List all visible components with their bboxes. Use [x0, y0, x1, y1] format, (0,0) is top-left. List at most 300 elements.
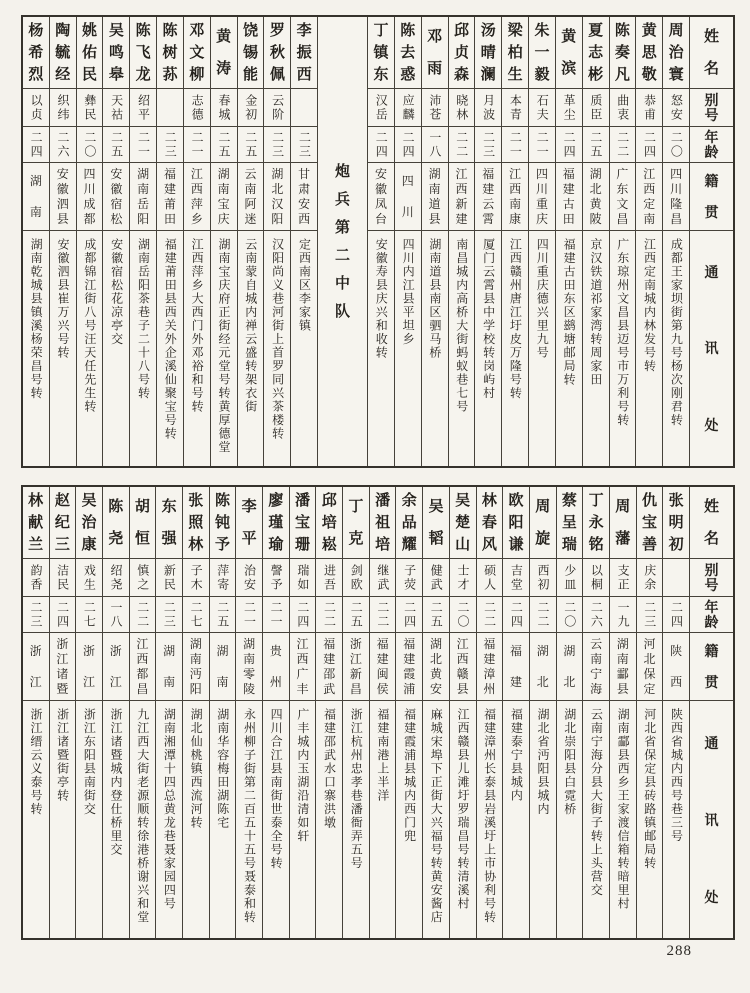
origin-cell [502, 163, 528, 231]
alias-cell [103, 559, 129, 597]
origin-cell [50, 633, 76, 701]
age-cell-text: 二五 [349, 600, 364, 629]
name-cell-char: 雨 [427, 60, 443, 78]
name-cell-char: 强 [161, 530, 177, 548]
address-cell-text: 江西定南城内林发号转 [642, 238, 657, 373]
age-cell [422, 127, 448, 163]
alias-cell-text: 继武 [375, 563, 390, 592]
address-cell-text: 成都王家坝街第九号杨次刚君转 [669, 238, 684, 427]
alias-cell-text: 硕人 [482, 563, 497, 592]
person-column [237, 17, 264, 466]
name-cell [183, 487, 209, 559]
name-cell-char: 耀 [401, 535, 417, 553]
header-age [690, 127, 733, 163]
name-cell-char: 陶 [55, 22, 71, 40]
origin-cell-char: 南 [243, 651, 256, 666]
alias-cell [368, 89, 394, 127]
origin-cell-char: 西 [643, 181, 656, 196]
header-column [689, 17, 733, 466]
person-column [263, 17, 290, 466]
origin-cell-char: 侯 [376, 682, 389, 697]
name-cell-char: 谦 [508, 535, 524, 553]
origin-cell-char: 湖 [428, 166, 441, 181]
origin-cell-char: 福 [164, 166, 177, 181]
address-cell [530, 701, 556, 938]
origin-cell-char: 零 [243, 667, 256, 682]
alias-cell-text: 庆余 [642, 563, 657, 592]
address-cell-text: 湖南道县南区驷马桥 [427, 238, 442, 360]
alias-cell [557, 559, 583, 597]
address-cell [557, 701, 583, 938]
name-cell-char: 治 [81, 513, 97, 531]
origin-cell-char: 乡 [190, 212, 203, 227]
origin-cell-char: 浦 [403, 682, 416, 697]
origin-cell-char: 徽 [56, 181, 69, 196]
alias-cell-text: 萍寄 [215, 563, 230, 592]
name-cell-char: 康 [81, 535, 97, 553]
address-cell-text: 云南蒙自城内禅云盛转架衣街 [243, 238, 258, 414]
age-cell-text: 二三 [297, 130, 312, 159]
address-cell [236, 701, 262, 938]
name-cell-char: 黄 [641, 22, 657, 40]
header-alias-char: 号 [704, 107, 719, 124]
person-column [448, 17, 475, 466]
name-cell-char: 涛 [216, 60, 232, 78]
age-cell-text: 二二 [375, 600, 390, 629]
address-cell [103, 701, 129, 938]
origin-cell-char: 暨 [56, 682, 69, 697]
alias-cell [238, 89, 264, 127]
address-cell [76, 701, 102, 938]
origin-cell-char: 都 [136, 667, 149, 682]
age-cell [263, 597, 289, 633]
origin-cell-char: 贵 [269, 644, 282, 659]
name-cell [502, 17, 528, 89]
alias-cell [502, 89, 528, 127]
alias-cell-text: 少皿 [562, 563, 577, 592]
alias-cell [477, 559, 503, 597]
name-cell-char: 毓 [55, 43, 71, 61]
address-cell [502, 231, 528, 466]
address-cell-text: 安徽泗县崔万兴号转 [55, 238, 70, 360]
header-name [690, 17, 733, 89]
origin-cell [663, 163, 689, 231]
origin-cell [291, 163, 317, 231]
alias-cell-text: 金初 [243, 93, 258, 122]
person-column [609, 487, 636, 938]
address-cell [77, 231, 103, 466]
age-cell [77, 127, 103, 163]
name-cell-char: 陈 [614, 22, 630, 40]
origin-cell-char: 湖 [217, 166, 230, 181]
origin-cell-char: 宝 [217, 197, 230, 212]
alias-cell [316, 559, 342, 597]
name-cell-char: 东 [373, 65, 389, 83]
header-address-char: 讯 [704, 811, 719, 828]
origin-cell-char: 四 [670, 166, 683, 181]
header-origin [690, 163, 733, 231]
origin-cell-char: 西 [190, 181, 203, 196]
origin-cell-char: 县 [428, 212, 441, 227]
age-cell-text: 二三 [270, 130, 285, 159]
alias-cell-text: 怒安 [669, 93, 684, 122]
name-cell-char: 邱 [321, 492, 337, 510]
name-cell-char: 希 [28, 43, 44, 61]
age-cell-text: 二二 [322, 600, 337, 629]
alias-cell [636, 89, 662, 127]
name-cell-char: 经 [55, 65, 71, 83]
alias-cell [23, 89, 49, 127]
address-cell-text: 广东琼州文昌县迈号市万利号转 [615, 238, 630, 427]
origin-cell-char: 漳 [483, 667, 496, 682]
age-cell [423, 597, 449, 633]
alias-cell-text: 治安 [242, 563, 257, 592]
name-cell [529, 17, 555, 89]
alias-cell-text: 士才 [455, 563, 470, 592]
origin-cell-char: 湖 [216, 644, 229, 659]
alias-cell [610, 89, 636, 127]
address-cell [583, 231, 609, 466]
person-column [289, 487, 316, 938]
age-cell-text: 二七 [189, 600, 204, 629]
name-cell-char: 纪 [54, 513, 70, 531]
age-cell-text: 二三 [481, 130, 496, 159]
age-cell-text: 二一 [269, 600, 284, 629]
origin-cell [130, 633, 156, 701]
origin-cell-char: 建 [483, 651, 496, 666]
header-name-char: 姓 [703, 27, 719, 45]
origin-cell [210, 633, 236, 701]
alias-cell-text: 恭甫 [642, 93, 657, 122]
origin-cell-char: 松 [110, 212, 123, 227]
origin-cell [156, 633, 182, 701]
address-cell-text: 福建南港上半洋 [375, 708, 390, 803]
alias-cell [211, 89, 237, 127]
person-column [555, 17, 582, 466]
header-name-char: 名 [703, 530, 719, 548]
age-cell [103, 127, 129, 163]
origin-cell-char: 北 [589, 181, 602, 196]
person-column [662, 487, 689, 938]
person-column [395, 487, 422, 938]
name-cell-char: 贞 [453, 43, 469, 61]
age-cell-text: 二五 [109, 130, 124, 159]
name-cell-char: 平 [241, 530, 257, 548]
name-cell-char: 潘 [295, 492, 311, 510]
origin-cell-char: 南 [509, 197, 522, 212]
address-cell-text: 湖南酃县西乡王家渡信箱转暗里村 [616, 708, 631, 911]
origin-cell-char: 安 [374, 166, 387, 181]
person-column [635, 17, 662, 466]
age-cell [636, 127, 662, 163]
alias-cell [529, 89, 555, 127]
origin-cell-char: 湖 [536, 644, 549, 659]
age-cell [637, 597, 663, 633]
name-cell-char: 秋 [269, 43, 285, 61]
header-age-char: 年 [704, 599, 719, 616]
name-cell-char: 呈 [561, 513, 577, 531]
address-cell-text: 浙江杭州忠孝巷潘衙弄五号 [349, 708, 364, 870]
origin-cell-char: 建 [455, 212, 468, 227]
name-cell-char: 克 [348, 530, 364, 548]
alias-cell [475, 89, 501, 127]
person-column [290, 17, 317, 466]
alias-cell [50, 559, 76, 597]
alias-cell-text: 子木 [189, 563, 204, 592]
header-address-char: 处 [704, 416, 719, 433]
origin-cell-char: 江 [136, 636, 149, 651]
origin-cell-char: 田 [164, 212, 177, 227]
origin-cell-char: 黄 [589, 197, 602, 212]
origin-cell [77, 163, 103, 231]
name-cell-char: 崧 [321, 535, 337, 553]
address-cell [556, 231, 582, 466]
age-cell-text: 二六 [55, 130, 70, 159]
origin-cell-char: 凤 [374, 197, 387, 212]
origin-cell-char: 建 [482, 181, 495, 196]
origin-cell-char: 田 [562, 212, 575, 227]
address-cell-text: 江西萍乡大西门外邓裕和号转 [190, 238, 205, 414]
origin-cell [23, 163, 49, 231]
age-cell-text: 二一 [190, 130, 205, 159]
origin-cell [529, 163, 555, 231]
origin-cell-char: 福 [510, 644, 523, 659]
unit-label-char: 队 [335, 303, 351, 320]
name-cell-char: 皋 [108, 65, 124, 83]
age-cell-text: 二一 [242, 600, 257, 629]
origin-cell [475, 163, 501, 231]
person-column [367, 17, 394, 466]
origin-cell-char: 州 [483, 682, 496, 697]
origin-cell [316, 633, 342, 701]
alias-cell-text: 瑞如 [295, 563, 310, 592]
name-cell [395, 17, 421, 89]
name-cell-char: 铭 [588, 535, 604, 553]
alias-cell-text: 支正 [616, 563, 631, 592]
name-cell [316, 487, 342, 559]
unit-label-char: 炮 [335, 163, 351, 180]
origin-cell-char: 江 [109, 674, 122, 689]
origin-cell-char: 阿 [244, 197, 257, 212]
origin-cell [368, 163, 394, 231]
name-cell-char: 品 [401, 513, 417, 531]
origin-cell-char: 南 [616, 651, 629, 666]
address-cell [423, 701, 449, 938]
name-cell [475, 17, 501, 89]
name-cell-char: 旋 [535, 530, 551, 548]
origin-cell [396, 633, 422, 701]
alias-cell [184, 89, 210, 127]
origin-cell-char: 四 [83, 166, 96, 181]
unit-label-char: 第 [335, 219, 351, 236]
name-cell-char: 周 [668, 22, 684, 40]
address-cell-text: 四川内江县平坦乡 [401, 238, 416, 346]
name-cell-char: 李 [296, 22, 312, 40]
age-cell-text: 二四 [374, 130, 389, 159]
alias-cell-text: 慎之 [135, 563, 150, 592]
origin-cell-char: 南 [590, 651, 603, 666]
alias-cell-text: 天祜 [109, 93, 124, 122]
person-column [235, 487, 262, 938]
name-cell-char: 初 [668, 535, 684, 553]
origin-cell [263, 633, 289, 701]
origin-cell-char: 县 [456, 682, 469, 697]
alias-cell-text: 剑欧 [349, 563, 364, 592]
name-cell-char: 晴 [480, 43, 496, 61]
person-column [662, 17, 689, 466]
alias-cell-text: 织纬 [55, 93, 70, 122]
address-cell [343, 701, 369, 938]
alias-cell-text: 志德 [190, 93, 205, 122]
name-cell-char: 鸣 [108, 43, 124, 61]
origin-cell-char: 徽 [110, 181, 123, 196]
name-cell-char: 瑜 [268, 535, 284, 553]
name-cell-char: 思 [641, 43, 657, 61]
roster-table-bottom [21, 485, 735, 940]
age-cell-text: 二四 [55, 600, 70, 629]
origin-cell [503, 633, 529, 701]
alias-cell-text: 洁民 [55, 563, 70, 592]
age-cell-text: 二五 [243, 130, 258, 159]
header-alias [690, 89, 733, 127]
age-cell [477, 597, 503, 633]
origin-cell [583, 633, 609, 701]
origin-cell-char: 福 [483, 636, 496, 651]
origin-cell-char: 建 [376, 651, 389, 666]
alias-cell-text: 革尘 [562, 93, 577, 122]
person-column [394, 17, 421, 466]
name-cell-char: 烈 [28, 65, 44, 83]
header-address-char: 通 [704, 734, 719, 751]
header-address [690, 231, 733, 466]
name-cell-char: 三 [54, 535, 70, 553]
alias-cell [183, 559, 209, 597]
name-cell-char: 赵 [54, 492, 70, 510]
person-column [582, 487, 609, 938]
name-cell-char: 黄 [216, 27, 232, 45]
age-cell [210, 597, 236, 633]
age-cell-text: 二三 [163, 130, 178, 159]
name-cell-char: 周 [535, 497, 551, 515]
origin-cell-char: 浙 [349, 636, 362, 651]
alias-cell-text: 健武 [429, 563, 444, 592]
alias-cell [422, 89, 448, 127]
name-cell [663, 17, 689, 89]
name-cell-char: 林 [188, 535, 204, 553]
name-cell [477, 487, 503, 559]
name-cell [130, 17, 156, 89]
origin-cell-char: 安 [298, 197, 311, 212]
age-cell-text: 一九 [616, 600, 631, 629]
origin-cell [103, 163, 129, 231]
address-cell [529, 231, 555, 466]
alias-cell [103, 89, 129, 127]
name-cell [583, 487, 609, 559]
age-cell-text: 二六 [589, 600, 604, 629]
origin-cell-char: 湖 [243, 636, 256, 651]
origin-cell-char: 江 [509, 166, 522, 181]
name-cell-char: 山 [455, 535, 471, 553]
age-cell-text: 二四 [402, 600, 417, 629]
age-cell [316, 597, 342, 633]
name-cell [50, 17, 76, 89]
address-cell-text: 定西南区李家镇 [297, 238, 312, 333]
alias-cell [130, 89, 156, 127]
age-cell-text: 一八 [109, 600, 124, 629]
name-cell-char: 吴 [108, 22, 124, 40]
name-cell-char: 楚 [455, 513, 471, 531]
origin-cell-char: 庆 [535, 212, 548, 227]
alias-cell [210, 559, 236, 597]
name-cell-char: 饶 [242, 22, 258, 40]
address-cell [477, 701, 503, 938]
page-number: 288 [666, 943, 692, 959]
alias-cell-text: 新民 [162, 563, 177, 592]
origin-cell-char: 江 [190, 166, 203, 181]
alias-cell [610, 559, 636, 597]
address-cell [663, 701, 689, 938]
name-cell-char: 丁 [588, 492, 604, 510]
address-cell [370, 701, 396, 938]
name-cell-char: 朱 [534, 22, 550, 40]
origin-cell-char: 湖 [589, 166, 602, 181]
name-cell [368, 17, 394, 89]
alias-cell-text: 应麟 [401, 93, 416, 122]
name-cell [238, 17, 264, 89]
origin-cell-char: 湖 [137, 166, 150, 181]
address-cell-text: 广丰城内玉湖沿清如轩 [295, 708, 310, 843]
alias-cell-text: 吉堂 [509, 563, 524, 592]
person-column [556, 487, 583, 938]
alias-cell [503, 559, 529, 597]
age-cell [663, 127, 689, 163]
origin-cell-char: 北 [429, 651, 442, 666]
origin-cell [663, 633, 689, 701]
address-cell-text: 浙江缙云义泰号转 [28, 708, 43, 816]
origin-cell-char: 云 [482, 197, 495, 212]
name-cell-char: 照 [188, 513, 204, 531]
age-cell-text: 二五 [216, 130, 231, 159]
name-cell-char: 尧 [108, 530, 124, 548]
age-cell-text: 二三 [28, 600, 43, 629]
origin-cell-char: 庆 [217, 212, 230, 227]
header-alias-char: 号 [704, 577, 719, 594]
alias-cell-text: 以贞 [29, 93, 44, 122]
age-cell [530, 597, 556, 633]
name-cell-char: 杨 [28, 22, 44, 40]
name-cell-char: 治 [668, 43, 684, 61]
name-cell [422, 17, 448, 89]
origin-cell-char: 江 [643, 166, 656, 181]
origin-cell-char: 安 [110, 166, 123, 181]
header-address-char: 讯 [704, 340, 719, 357]
alias-cell-text: 子荧 [402, 563, 417, 592]
header-origin-char: 籍 [704, 173, 719, 190]
alias-cell-text: 春城 [216, 93, 231, 122]
name-cell-char: 东 [161, 497, 177, 515]
origin-cell-char: 汉 [271, 197, 284, 212]
name-cell [263, 487, 289, 559]
age-cell [130, 127, 156, 163]
origin-cell-char: 广 [296, 667, 309, 682]
address-cell-text: 湖北仙桃镇西流河转 [189, 708, 204, 830]
age-cell [475, 127, 501, 163]
name-cell [610, 487, 636, 559]
address-cell [291, 231, 317, 466]
address-cell [263, 701, 289, 938]
address-cell-text: 浙江东阳县南街交 [82, 708, 97, 816]
address-cell-text: 湖南宝庆府正街经元堂号转黄厚德堂 [216, 238, 231, 454]
